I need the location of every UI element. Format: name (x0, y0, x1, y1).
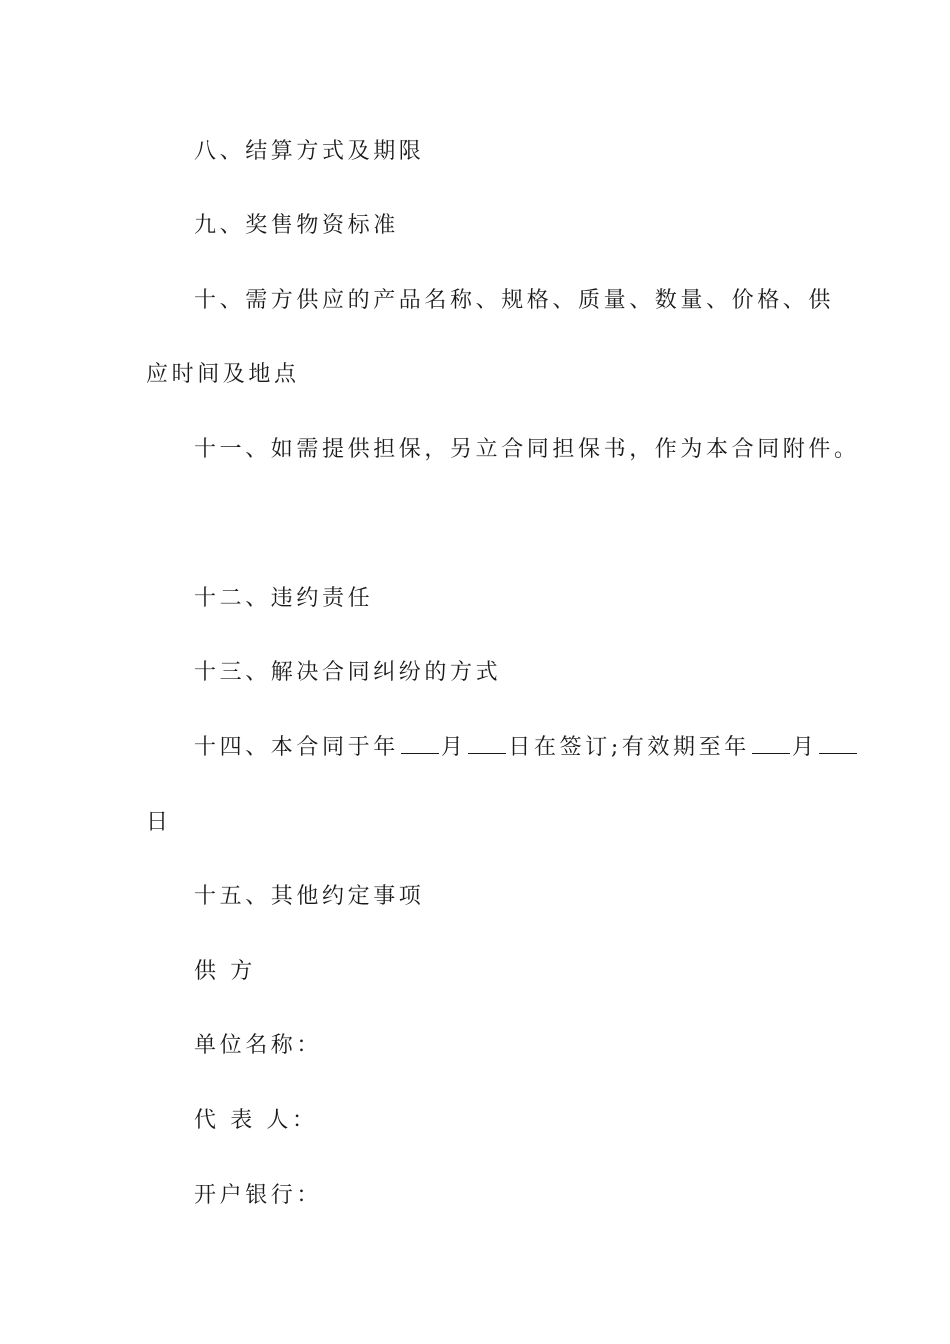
clause-14-text-3: 日在签订;有效期至年 (508, 735, 750, 760)
blank-month-start (401, 733, 439, 754)
clause-14-text-1: 十四、本合同于年 (194, 735, 399, 760)
supplier-representative: 代 表 人： (194, 1108, 318, 1133)
clause-14-line-1 (194, 733, 859, 763)
blank-day-start (468, 733, 506, 754)
clause-14-text-2: 月 (440, 735, 467, 760)
supplier-bank: 开户银行： (194, 1183, 323, 1208)
clause-11: 十一、如需提供担保，另立合同担保书，作为本合同附件。 (194, 437, 860, 462)
clause-8: 八、结算方式及期限 (194, 139, 425, 164)
clause-9: 九、奖售物资标准 (194, 213, 399, 238)
supplier-unit-name: 单位名称： (194, 1033, 323, 1058)
clause-15: 十五、其他约定事项 (194, 884, 425, 909)
clause-12: 十二、违约责任 (194, 586, 374, 611)
clause-14-text-4: 月 (791, 735, 818, 760)
clause-13: 十三、解决合同纠纷的方式 (194, 660, 502, 685)
clause-14-line-2: 日 (146, 810, 172, 835)
blank-month-end (752, 733, 790, 754)
blank-day-end (819, 733, 857, 754)
clause-10-line-2: 应时间及地点 (146, 362, 300, 387)
clause-10-line-1: 十、需方供应的产品名称、规格、质量、数量、价格、供 (194, 288, 835, 313)
supplier-heading: 供 方 (194, 959, 256, 984)
